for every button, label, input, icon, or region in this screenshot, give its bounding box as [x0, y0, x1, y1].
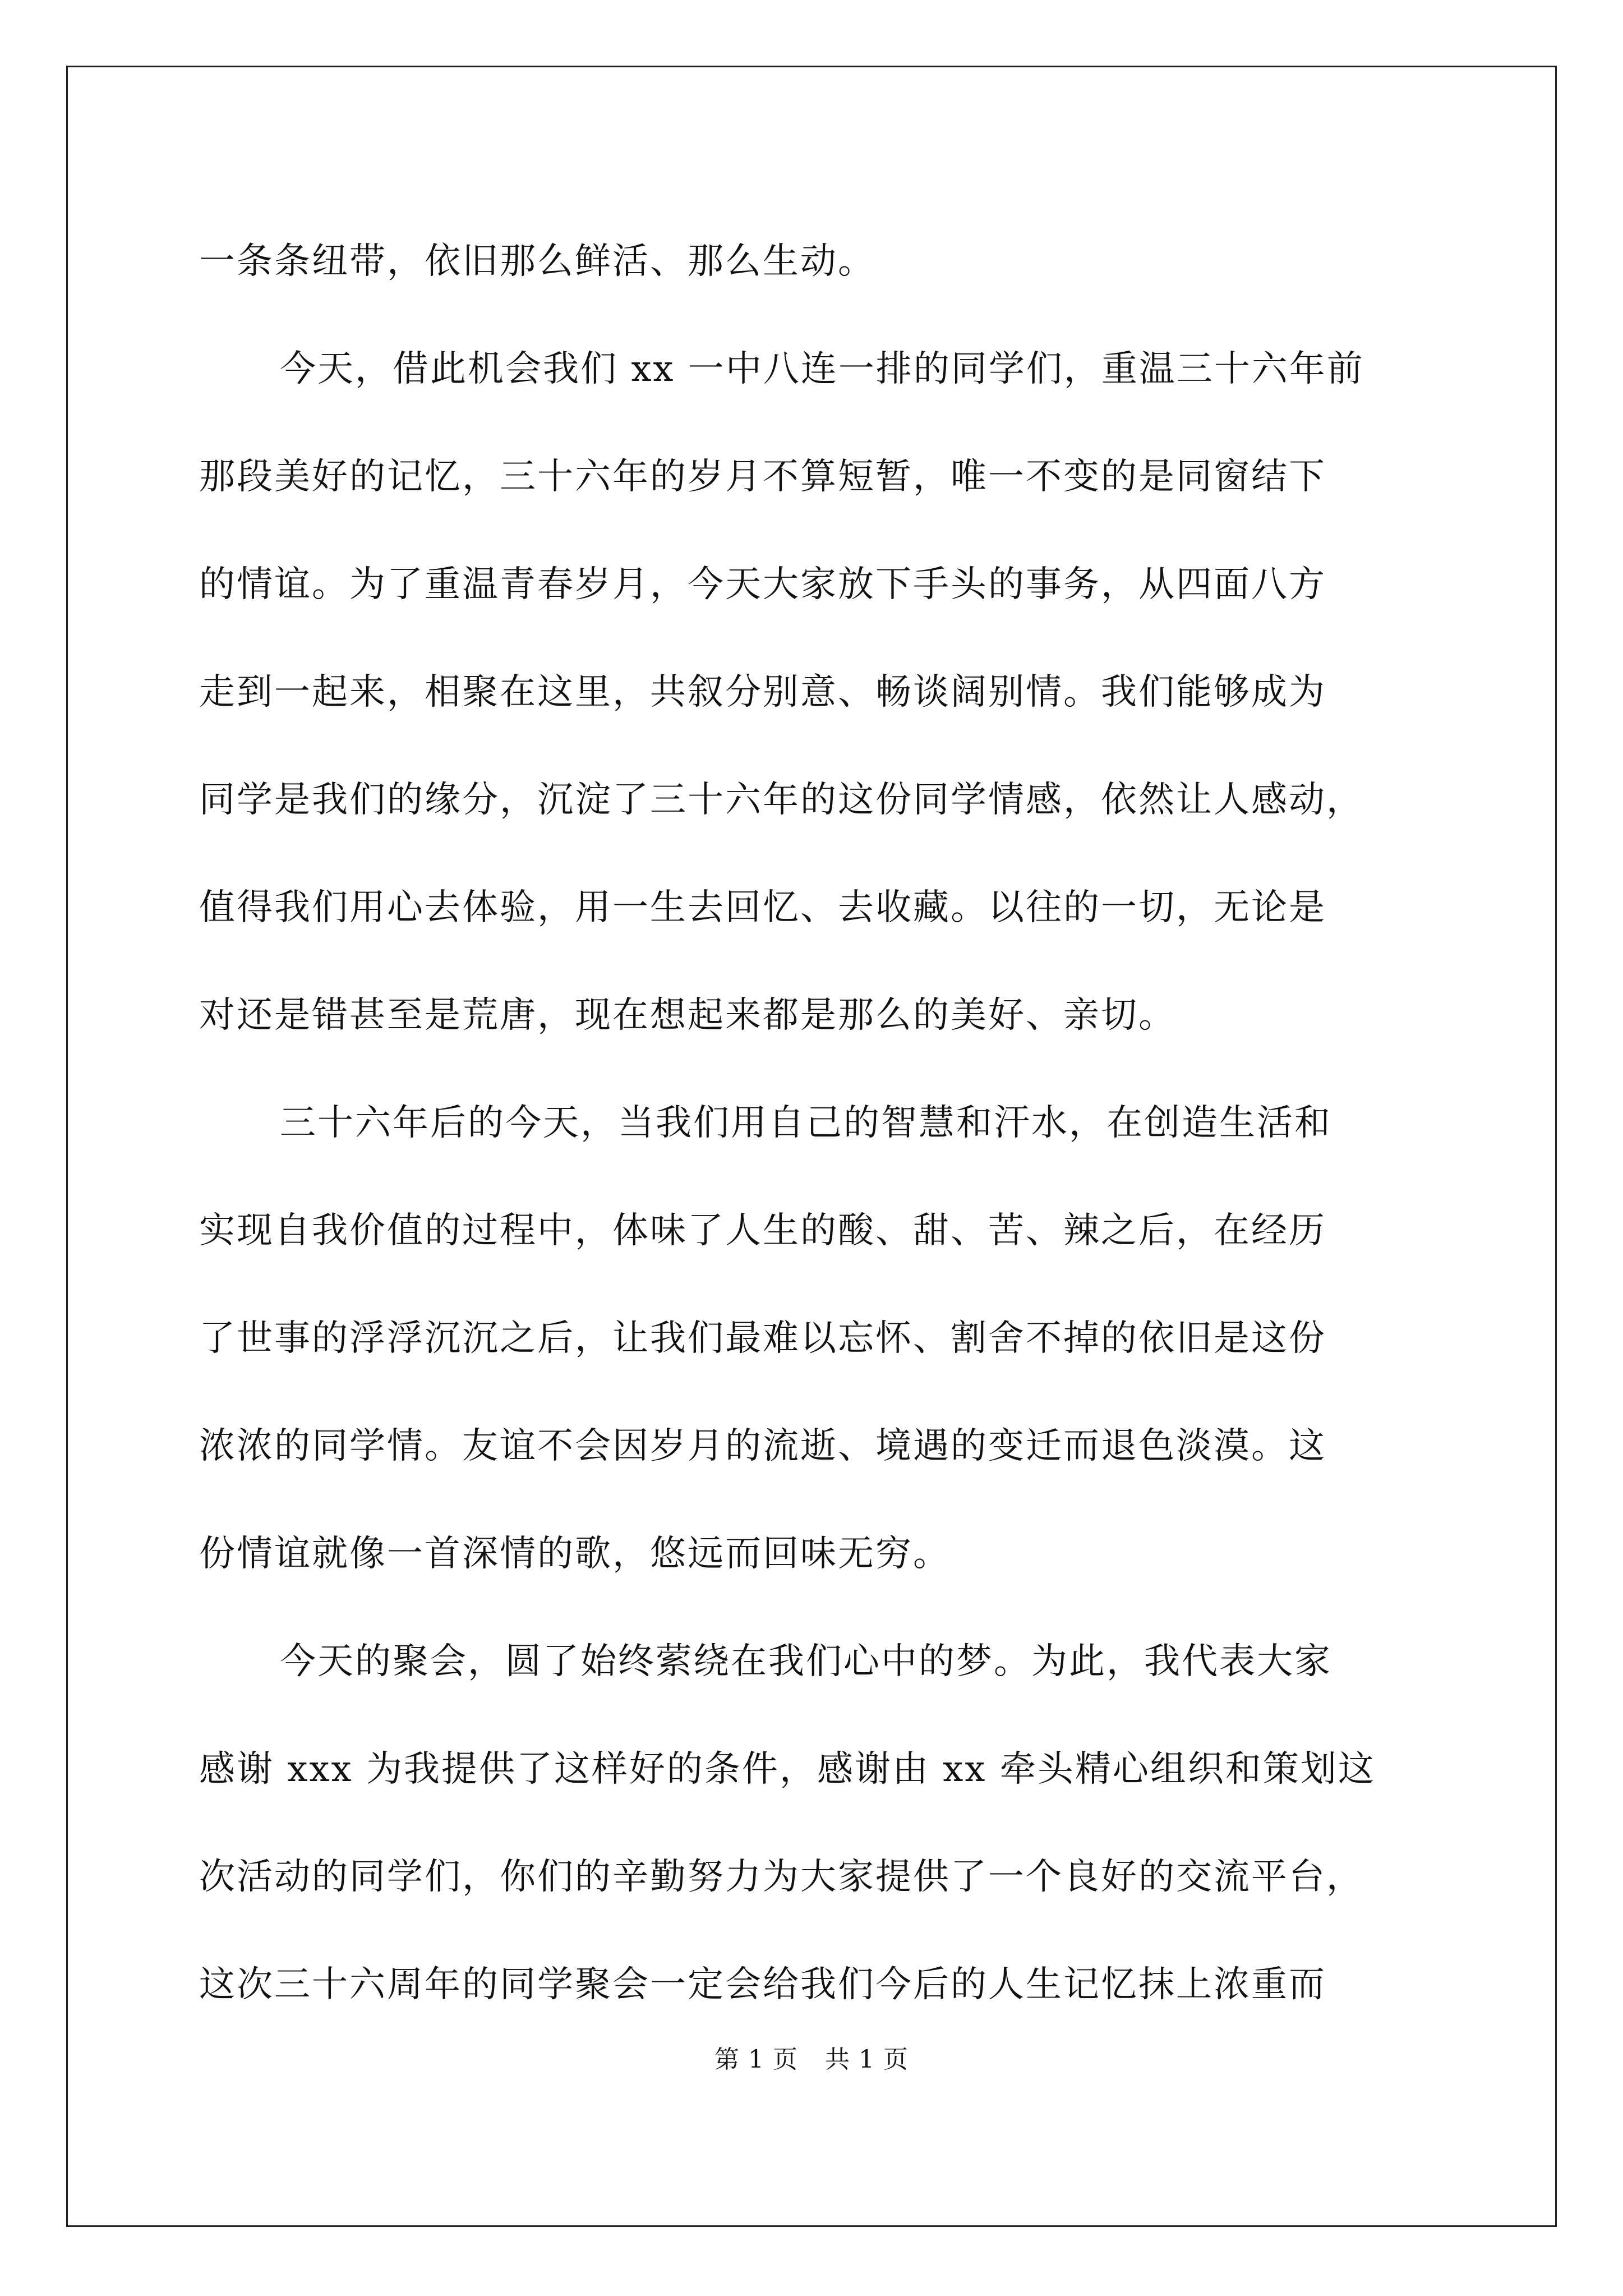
- text-line: 对还是错甚至是荒唐，现在想起来都是那么的美好、亲切。: [199, 995, 1176, 1036]
- text-line: 这次三十六周年的同学聚会一定会给我们今后的人生记忆抹上浓重而: [199, 1964, 1326, 2005]
- text-line: 次活动的同学们，你们的辛勤努力为大家提供了一个良好的交流平台，: [199, 1856, 1364, 1898]
- text-line: 那段美好的记忆，三十六年的岁月不算短暂，唯一不变的是同窗结下: [199, 456, 1326, 498]
- text-line: 同学是我们的缘分，沉淀了三十六年的这份同学情感，依然让人感动，: [199, 779, 1364, 821]
- text-line: 一条条纽带，依旧那么鲜活、那么生动。: [199, 241, 875, 282]
- text-line: 值得我们用心去体验，用一生去回忆、去收藏。以往的一切，无论是: [199, 887, 1326, 928]
- text-line: 三十六年后的今天，当我们用自己的智慧和汗水，在创造生活和: [280, 1102, 1332, 1144]
- text-line: 感谢 xxx 为我提供了这样好的条件，感谢由 xx 牵头精心组织和策划这: [199, 1749, 1376, 1790]
- text-line: 份情谊就像一首深情的歌，悠远而回味无穷。: [199, 1533, 951, 1575]
- text-line: 实现自我价值的过程中，体味了人生的酸、甜、苦、辣之后，在经历: [199, 1210, 1326, 1251]
- page-number: 第 1 页: [714, 2045, 798, 2074]
- text-line: 浓浓的同学情。友谊不会因岁月的流逝、境遇的变迁而退色淡漠。这: [199, 1425, 1326, 1467]
- document-body: [199, 208, 1444, 2039]
- text-line: 今天，借此机会我们 xx 一中八连一排的同学们，重温三十六年前: [280, 348, 1364, 390]
- text-line: 的情谊。为了重温青春岁月，今天大家放下手头的事务，从四面八方: [199, 564, 1326, 605]
- text-line: 今天的聚会，圆了始终萦绕在我们心中的梦。为此，我代表大家: [280, 1641, 1332, 1682]
- page-footer: [0, 2039, 1623, 2075]
- text-line: 走到一起来，相聚在这里，共叙分别意、畅谈阔别情。我们能够成为: [199, 671, 1326, 713]
- page-total: 共 1 页: [825, 2045, 909, 2074]
- text-line: 了世事的浮浮沉沉之后，让我们最难以忘怀、割舍不掉的依旧是这份: [199, 1318, 1326, 1359]
